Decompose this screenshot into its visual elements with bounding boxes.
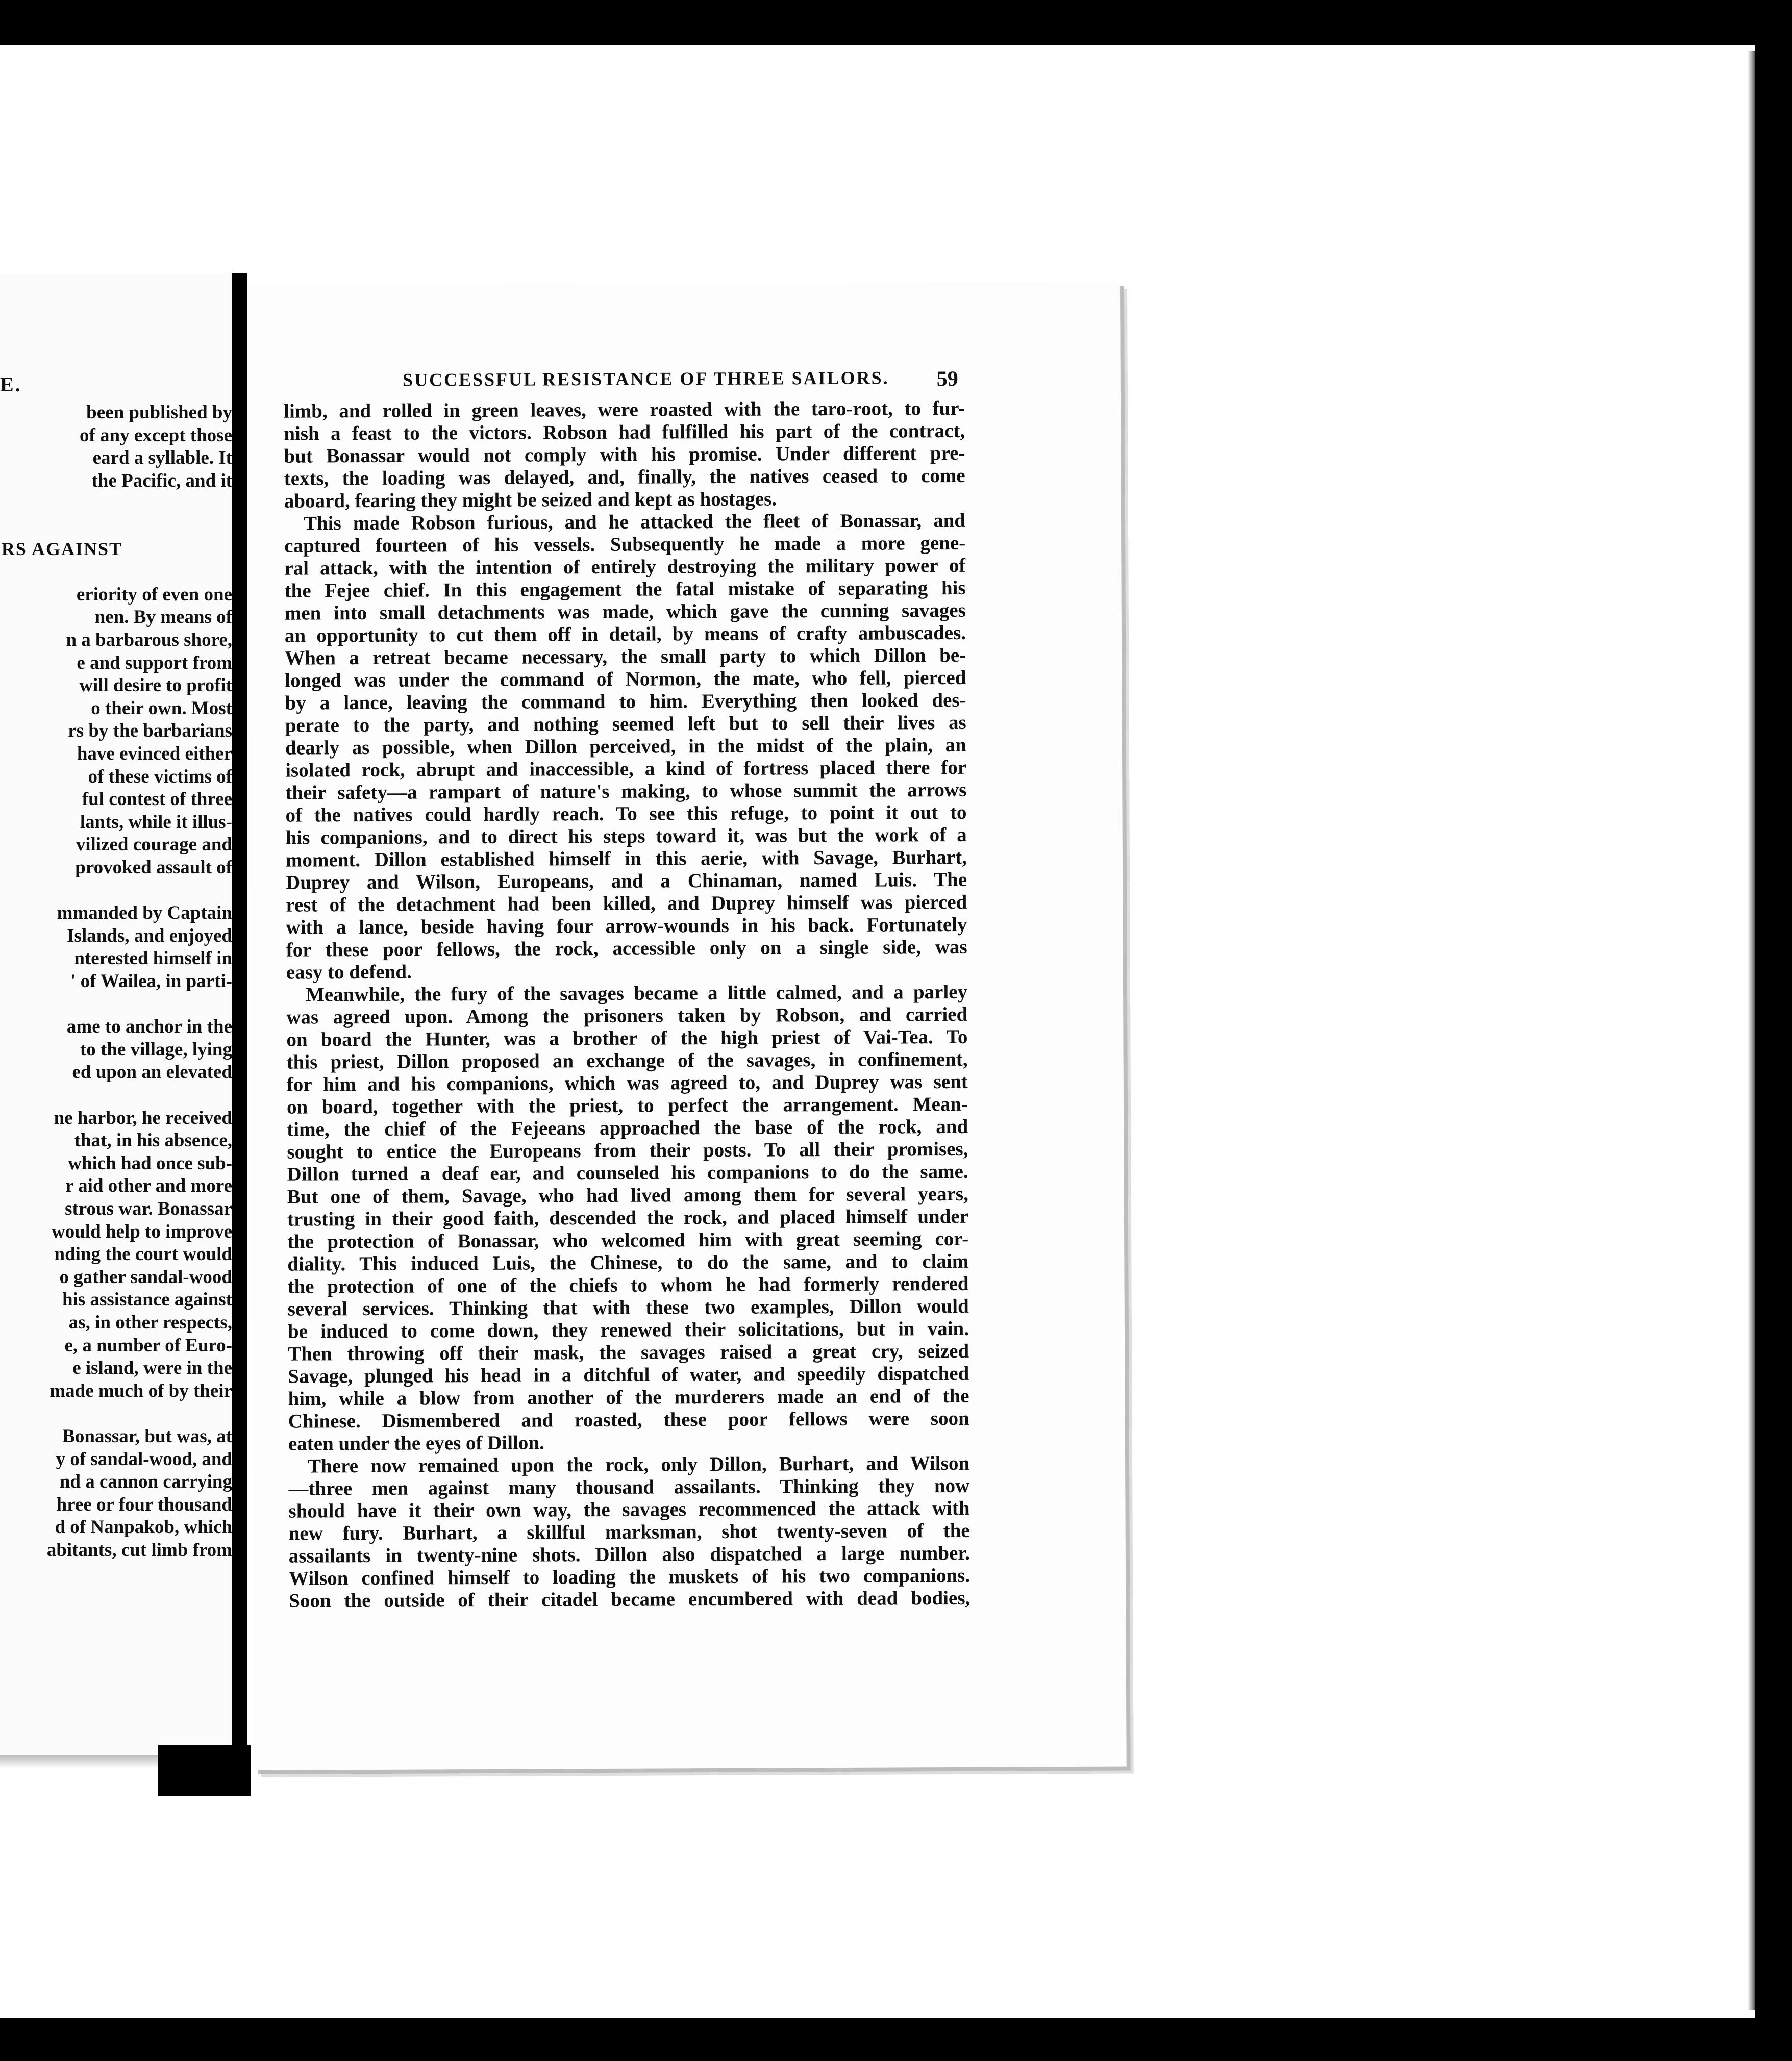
left-page-line: to the village, lying — [80, 1039, 232, 1060]
body-line: texts, the loading was delayed, and, finally, the natives ceased to come — [284, 464, 965, 490]
body-line: an opportunity to cut them off in detail, by means of crafty ambuscades. — [284, 621, 966, 647]
left-page-line: hree or four thousand — [56, 1494, 232, 1515]
body-line: Soon the outside of their citadel became encumbered with dead bodies, — [289, 1587, 970, 1612]
left-page-line: abitants, cut limb from — [46, 1540, 232, 1561]
body-line: but Bonassar would not comply with his promise. Under different pre- — [284, 442, 965, 467]
left-page-line: nd a cannon carrying — [59, 1471, 232, 1493]
left-page-line: ne harbor, he received — [54, 1107, 232, 1128]
body-line: longed was under the command of Normon, the mate, who fell, pierced — [285, 666, 966, 692]
left-page-line: r aid other and more — [65, 1175, 232, 1197]
left-page-line: e, a number of Euro- — [64, 1335, 232, 1356]
body-line: him, while a blow from another of the murderers made an end of the — [288, 1385, 969, 1410]
scan-border-right — [1755, 0, 1792, 2061]
body-line: be induced to come down, they renewed their solicitations, but in vain. — [287, 1317, 969, 1343]
page-number: 59 — [936, 367, 958, 391]
left-page-line: n a barbarous shore, — [66, 630, 232, 650]
left-page-line: vilized courage and — [76, 834, 232, 856]
left-page-line: have evinced either — [77, 743, 232, 764]
body-line: his companions, and to direct his steps toward it, was but the work of a — [285, 823, 967, 849]
body-line: their safety—a rampart of nature's making, to whose summit the arrows — [285, 778, 967, 804]
body-line: trusting in their good faith, descended the rock, and placed himself under — [287, 1205, 969, 1230]
body-line: eaten under the eyes of Dillon. — [288, 1431, 544, 1455]
body-line: the Fejee chief. In this engagement the fatal mistake of separating his — [284, 576, 966, 602]
book-gutter — [232, 273, 247, 1778]
body-line: for these poor fellows, the rock, accessible only on a single side, was — [286, 936, 967, 961]
left-page-line: e island, were in the — [72, 1358, 232, 1379]
left-page-line: mmanded by Captain — [57, 902, 232, 924]
body-line: aboard, fearing they might be seized and kept as hostages. — [284, 488, 777, 512]
body-line: of the natives could hardly reach. To see this refuge, to point it out to — [285, 801, 967, 826]
body-line: was agreed upon. Among the prisoners taken by Robson, and carried — [286, 1003, 968, 1028]
body-line: ral attack, with the intention of entirely destroying the military power of — [284, 554, 966, 580]
left-page-line: that, in his absence, — [74, 1130, 232, 1151]
left-page-line: the Pacific, and it — [91, 470, 232, 491]
body-line: rest of the detachment had been killed, and Duprey himself was pierced — [286, 891, 967, 916]
left-page-line: would help to improve — [52, 1221, 232, 1242]
left-running-head: E. — [0, 373, 22, 396]
body-line: sought to entice the Europeans from their posts. To all their promises, — [287, 1138, 968, 1163]
left-page-line: eard a syllable. It — [92, 447, 232, 469]
body-line: Wilson confined himself to loading the muskets of his two companions. — [288, 1564, 970, 1590]
left-page-line: o gather sandal-wood — [59, 1266, 232, 1288]
body-line: this priest, Dillon proposed an exchange of the savages, in confinement, — [286, 1048, 968, 1073]
book-spine-base — [158, 1745, 251, 1796]
body-line: assailants in twenty-nine shots. Dillon also dispatched a large number. — [288, 1542, 970, 1567]
running-head: SUCCESSFUL RESISTANCE OF THREE SAILORS. — [402, 367, 889, 390]
body-line: should have it their own way, the savages recommenced the attack with — [288, 1497, 970, 1522]
body-line: several services. Thinking that with these two examples, Dillon would — [287, 1295, 969, 1320]
left-page-line: rs by the barbarians — [68, 720, 232, 742]
body-line: limb, and rolled in green leaves, were roasted with the taro-root, to fur- — [283, 397, 965, 422]
left-page-line: strous war. Bonassar — [65, 1198, 232, 1219]
body-line: —three men against many thousand assailants. Thinking they now — [288, 1474, 970, 1500]
left-page-line: nen. By means of — [94, 607, 232, 628]
body-line: nish a feast to the victors. Robson had fulfilled his part of the contract, — [284, 419, 965, 445]
body-line: the protection of one of the chiefs to whom he had formerly rendered — [287, 1272, 969, 1298]
left-page-line: lants, while it illus- — [80, 811, 232, 833]
body-line: Chinese. Dismembered and roasted, these poor fellows were soon — [288, 1407, 969, 1432]
body-line: Then throwing off their mask, the savages raised a great cry, seized — [288, 1340, 969, 1365]
scan-border-bottom — [0, 2018, 1792, 2061]
left-page-line: as, in other respects, — [68, 1312, 232, 1333]
left-page-line: o their own. Most — [91, 697, 232, 719]
left-page-line: ful contest of three — [82, 789, 232, 810]
body-line: Meanwhile, the fury of the savages became a little calmed, and a parley — [305, 981, 968, 1006]
body-line: Duprey and Wilson, Europeans, and a Chinaman, named Luis. The — [286, 868, 967, 894]
body-line: moment. Dillon established himself in this aerie, with Savage, Burhart, — [285, 846, 967, 871]
body-line: easy to defend. — [286, 961, 412, 984]
left-page-line: made much of by their — [49, 1380, 232, 1401]
body-line: When a retreat became necessary, the small party to which Dillon be- — [285, 644, 966, 669]
left-page-line: RS AGAINST — [1, 538, 122, 559]
body-line: on board the Hunter, was a brother of the high priest of Vai-Tea. To — [286, 1025, 968, 1051]
body-line: by a lance, leaving the command to him. Everything then looked des- — [285, 689, 966, 714]
left-page-line: Islands, and enjoyed — [67, 925, 232, 946]
left-page-line: of these victims of — [88, 766, 232, 787]
body-line: Dillon turned a deaf ear, and counseled his companions to do the same. — [287, 1160, 968, 1186]
left-page-line: which had once sub- — [68, 1152, 232, 1174]
left-page-line: eriority of even one — [76, 584, 232, 605]
body-line: the protection of Bonassar, who welcomed him with great seeming cor- — [287, 1227, 969, 1253]
left-page-line: provoked assault of — [75, 857, 232, 878]
left-page-line: ed upon an elevated — [72, 1062, 232, 1083]
scan-border-top — [0, 0, 1792, 45]
left-page-line: nding the court would — [54, 1244, 232, 1265]
body-line: dearly as possible, when Dillon perceived, in the midst of the plain, an — [285, 734, 967, 759]
left-page-line: will desire to profit — [79, 675, 232, 696]
body-line: for him and his companions, which was agreed to, and Duprey was sent — [286, 1070, 968, 1096]
body-line: perate to the party, and nothing seemed left but to sell their lives as — [285, 711, 966, 737]
body-line: men into small detachments was made, which gave the cunning savages — [284, 599, 966, 624]
left-page-line: nterested himself in — [74, 948, 232, 969]
left-page-line: ' of Wailea, in parti- — [70, 971, 232, 992]
body-line: on board, together with the priest, to perfect the arrangement. Mean- — [286, 1093, 968, 1118]
body-line: time, the chief of the Fejeeans approached the base of the rock, and — [287, 1115, 968, 1141]
left-page-line: ame to anchor in the — [66, 1016, 232, 1038]
left-page-line: e and support from — [77, 652, 232, 673]
body-line: isolated rock, abrupt and inaccessible, a kind of fortress placed there for — [285, 756, 967, 782]
left-page — [0, 273, 232, 1763]
body-line: diality. This induced Luis, the Chinese, to do the same, and to claim — [287, 1250, 969, 1275]
body-line: captured fourteen of his vessels. Subsequently he made a more gene- — [284, 532, 966, 557]
left-page-line: Bonassar, but was, at — [62, 1426, 232, 1447]
body-line: with a lance, beside having four arrow-wounds in his back. Fortunately — [286, 913, 967, 939]
body-line: new fury. Burhart, a skillful marksman, shot twenty-seven of the — [288, 1519, 970, 1545]
right-page — [247, 282, 1127, 1770]
left-page-line: d of Nanpakob, which — [55, 1517, 232, 1538]
left-page-line: been published by — [86, 402, 232, 423]
body-line: Savage, plunged his head in a ditchful of water, and speedily dispatched — [288, 1362, 969, 1388]
left-page-line: y of sandal-wood, and — [56, 1448, 232, 1470]
left-page-line: of any except those — [79, 424, 232, 446]
body-line: There now remained upon the rock, only Dillon, Burhart, and Wilson — [308, 1452, 970, 1477]
left-page-line: his assistance against — [62, 1289, 232, 1311]
body-line: This made Robson furious, and he attacked the fleet of Bonassar, and — [303, 509, 966, 535]
body-line: But one of them, Savage, who had lived among them for several years, — [287, 1183, 968, 1208]
page-body — [284, 397, 970, 1613]
